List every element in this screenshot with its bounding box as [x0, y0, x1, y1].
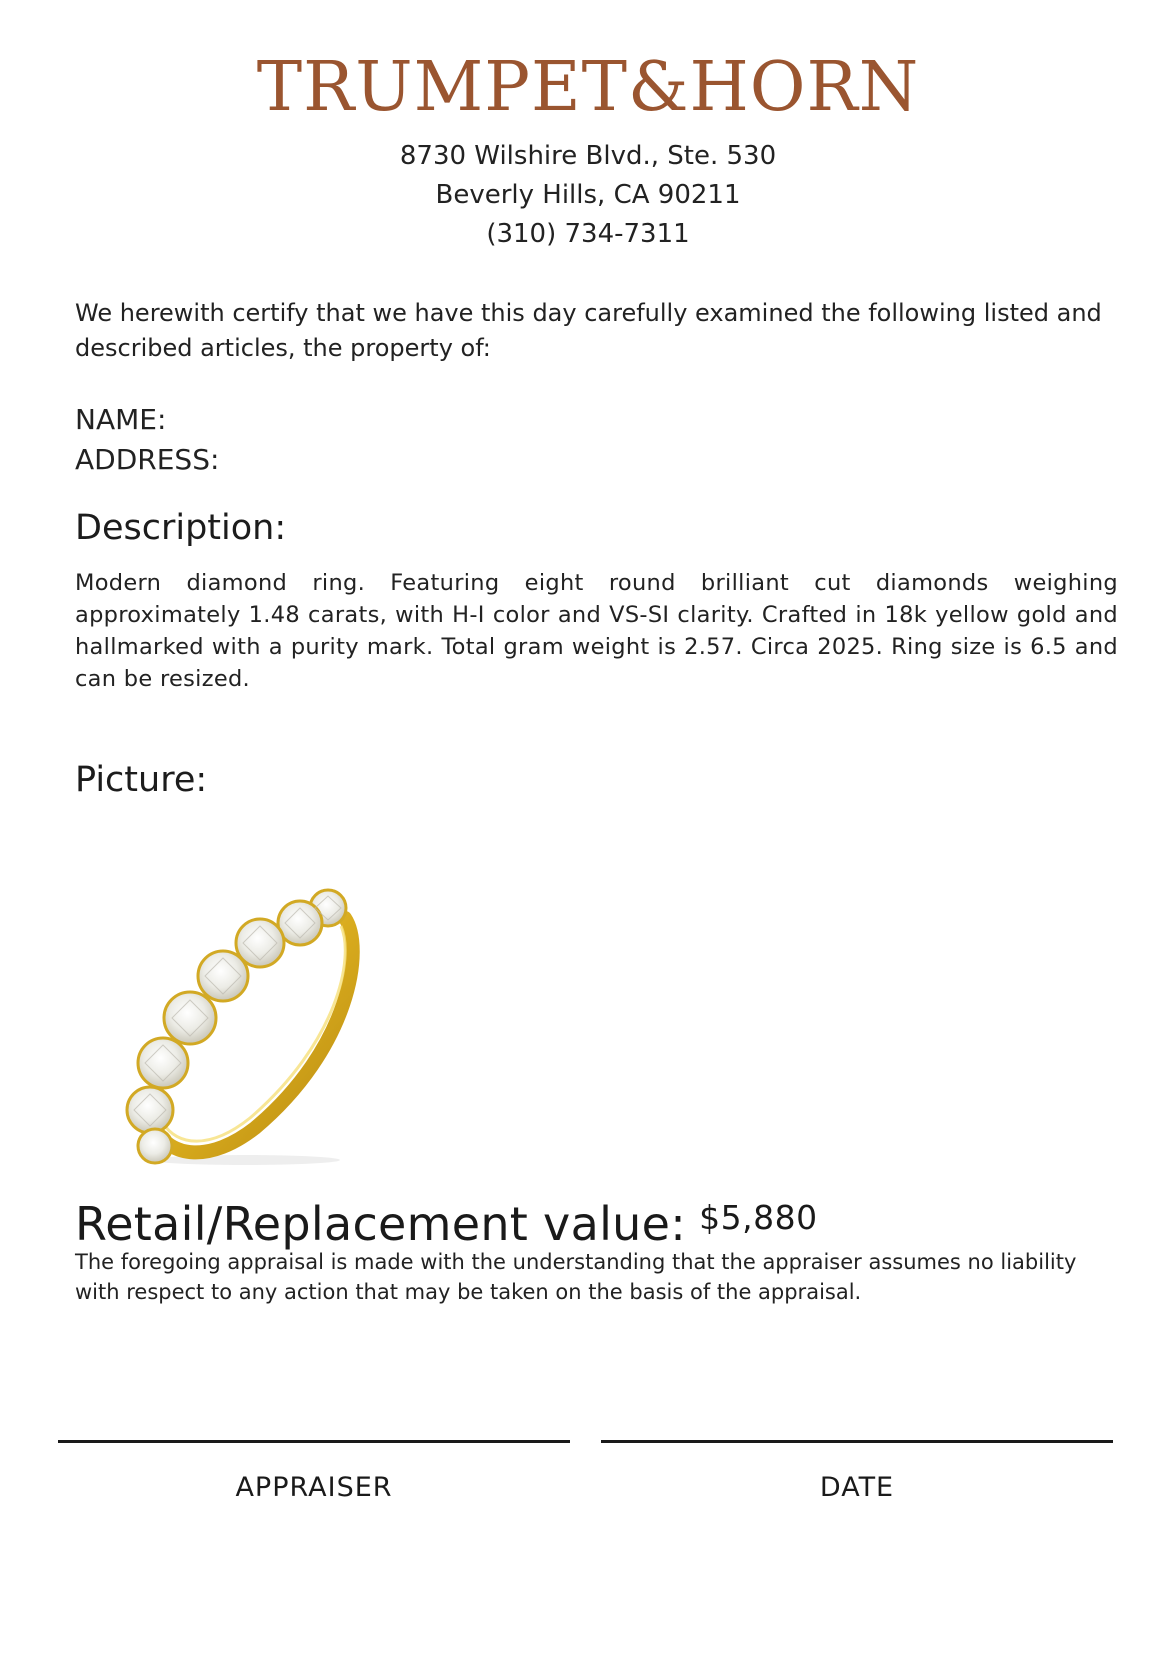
- diamond-ring-photo: [115, 878, 385, 1168]
- picture-heading: Picture:: [75, 760, 208, 800]
- company-address: [0, 137, 1176, 254]
- value-label: Retail/Replacement value:: [75, 1197, 687, 1251]
- name-label: NAME:: [75, 403, 167, 436]
- owner-fields: [75, 400, 219, 480]
- address-label: ADDRESS:: [75, 443, 220, 476]
- date-label: DATE: [819, 1472, 895, 1503]
- certification-statement: We herewith certify that we have this day carefully examined the following listed and described articles, the property of:: [75, 299, 1102, 362]
- valuation-line: [75, 1196, 818, 1252]
- description-text: Modern diamond ring. Featuring eight round brilliant cut diamonds weighing approximately 1.48 carats, with H-I color and VS-SI clarity. Crafted in 18k yellow gold and hallmarked with a purity mark. Total gram weight is 2.57. Circa 2025. Ring size is 6.5 and can be resized.: [75, 570, 1118, 692]
- date-signature-line: [601, 1440, 1113, 1443]
- company-logo: TRUMPET&HORN: [256, 48, 920, 127]
- address-city: Beverly Hills, CA 90211: [435, 180, 741, 210]
- value-amount: $5,880: [699, 1198, 818, 1237]
- appraiser-signature-line: [58, 1440, 570, 1443]
- address-street: 8730 Wilshire Blvd., Ste. 530: [399, 141, 777, 171]
- description-heading: Description:: [75, 508, 287, 548]
- appraiser-label: APPRAISER: [235, 1472, 393, 1503]
- company-phone: (310) 734-7311: [486, 219, 690, 249]
- liability-disclaimer: The foregoing appraisal is made with the understanding that the appraiser assumes no liability with respect to any action that may be taken on the basis of the appraisal.: [75, 1250, 1077, 1304]
